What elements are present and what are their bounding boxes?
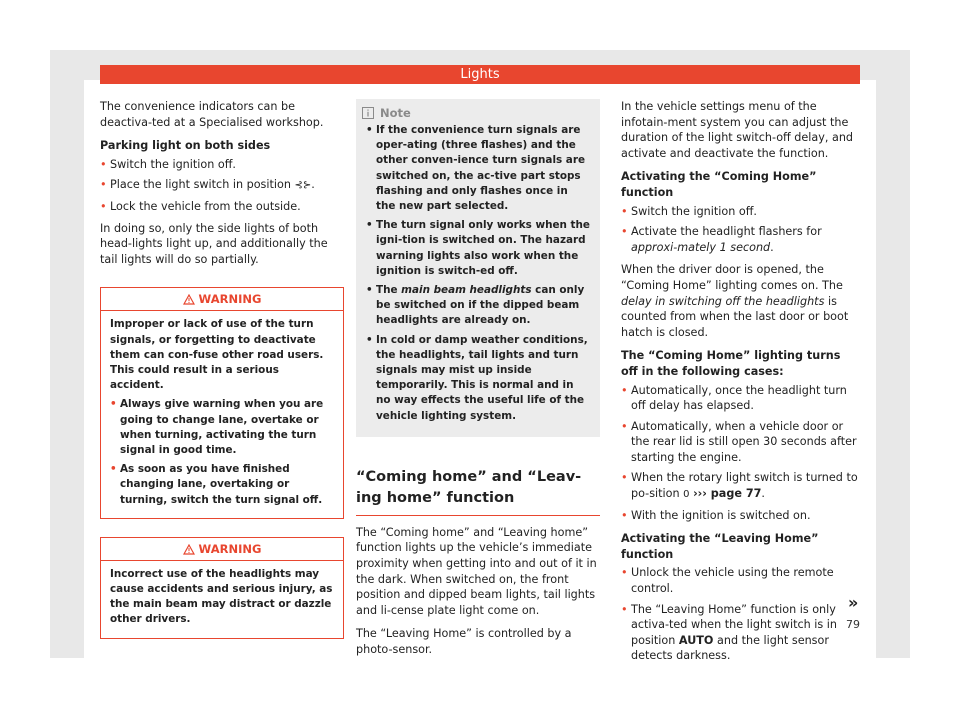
section-title: “Coming home” and “Leav-ing home” function [356,467,600,516]
info-icon [362,107,374,119]
page-header [100,65,860,84]
off-heading: The “Coming Home” lighting turns off in the following cases: [621,349,841,378]
warning-box [100,537,344,639]
list-item: • Always give warning when you are going to change lane, overtake or when turning, activating the turn signal in good time. [110,398,324,456]
list-item: • If the convenience turn signals are oper-ating (three flashes) and the other conven-ience turn signals are switched on, the ac-tive part stops flashing and only flashes once in the new part selected. [366,124,585,213]
warning-box [100,287,344,518]
parking-result: In doing so, only the side lights of both head-lights light up, and additionally the tail lights will do so partially. [100,221,328,266]
list-item: • Place the light switch in position ⊰⊱. [100,178,315,192]
list-item: • Automatically, when a vehicle door or the rear lid is still open 30 seconds after starting the engine. [621,419,857,464]
bullet-icon: • [366,124,373,136]
intro-paragraph: In the vehicle settings menu of the infotain-ment system you can adjust the duration of the light switch-off delay, and activate and deactivate the function. [621,100,854,160]
warning-text: Improper or lack of use of the turn signals, or forgetting to deactivate them can con-fuse other road users. This could result in a serious accident. [110,318,324,392]
list-item: • Activate the headlight flashers for approxi-mately 1 second. [621,225,822,254]
list-item: • Lock the vehicle from the outside. [100,199,301,213]
list-item: • As soon as you have finished changing lane, overtaking or turning, switch the turn signal off. [110,463,323,506]
bullet-icon: • [621,566,628,580]
list-item: • When the rotary light switch is turned to po-sition 0 ››› page 77. [621,471,858,501]
warning-text: Incorrect use of the headlights may cause accidents and serious injury, as the main beam may distract or dazzle other drivers. [110,567,333,626]
section-paragraph: The “Coming home” and “Leaving home” function lights up the vehicle’s immediate proximity when getting into and out of it in the dark. When switched on, the front position and dipped beam lights, tail lights and li-cense plate light come on. [356,525,597,617]
bullet-icon: • [621,225,628,239]
rotary-off-icon: 0 [683,489,690,501]
leaving-heading: Activating the “Leaving Home” function [621,532,819,561]
bullet-icon: • [110,463,117,476]
bullet-icon: • [110,398,117,411]
bullet-icon: • [621,419,628,433]
list-item: • The main beam headlights can only be switched on if the dipped beam headlights are already on. [366,284,585,327]
bullet-icon: • [621,204,628,218]
continue-arrow-icon: » [848,593,859,612]
activate-heading: Activating the “Coming Home” function [621,170,817,199]
list-item: • Unlock the vehicle using the remote control. [621,566,834,596]
bullet-icon: • [621,508,628,522]
section-paragraph: The “Leaving Home” is controlled by a photo-sensor. [356,627,572,657]
list-item: • Automatically, once the headlight turn off delay has elapsed. [621,383,847,413]
auto-mode-icon: AUTO [678,633,714,647]
intro-paragraph: The convenience indicators can be deactiva-ted at a Specialised workshop. [100,100,324,129]
bullet-icon: • [100,199,107,213]
list-item: • In cold or damp weather conditions, the headlights, tail lights and turn signals may mist up inside temporarily. This is normal and in no way effects the useful life of the vehicle lighting system. [366,333,588,422]
page-reference-link[interactable]: ››› page 77 [693,487,762,501]
warning-header: WARNING [101,538,343,561]
column-middle [356,99,600,666]
note-header: Note [362,103,590,123]
list-item: • Switch the ignition off. [100,157,236,171]
bullet-icon: • [366,333,373,346]
warning-header: WARNING [101,288,343,311]
list-item: • The turn signal only works when the igni-tion is switched on. The hazard warning lights also work when the ignition is switch-ed off. [366,219,590,277]
bullet-icon: • [366,284,373,297]
column-left [100,99,344,657]
parking-heading: Parking light on both sides [100,139,271,153]
bullet-icon: • [621,602,628,616]
bullet-icon: • [100,178,107,192]
parking-light-icon: ⊰⊱ [294,180,312,192]
bullet-icon: • [621,471,628,485]
list-item: • Switch the ignition off. [621,204,757,218]
column-right [621,99,861,669]
header-title: Lights [460,67,500,82]
bullet-icon: • [621,383,628,397]
bullet-icon: • [100,157,107,171]
bullet-icon: • [366,219,373,232]
warning-triangle-icon [183,294,195,305]
warning-triangle-icon [183,544,195,555]
list-item: • The “Leaving Home” function is only activa-ted when the light switch is in position AUTO and the light sensor detects darkness. [621,602,837,663]
note-box [356,99,600,437]
door-paragraph: When the driver door is opened, the “Coming Home” lighting comes on. The delay in switching off the headlights is counted from when the last door or boot hatch is closed. [621,263,849,339]
list-item: • With the ignition is switched on. [621,508,811,522]
page-number: 79 [846,618,860,631]
